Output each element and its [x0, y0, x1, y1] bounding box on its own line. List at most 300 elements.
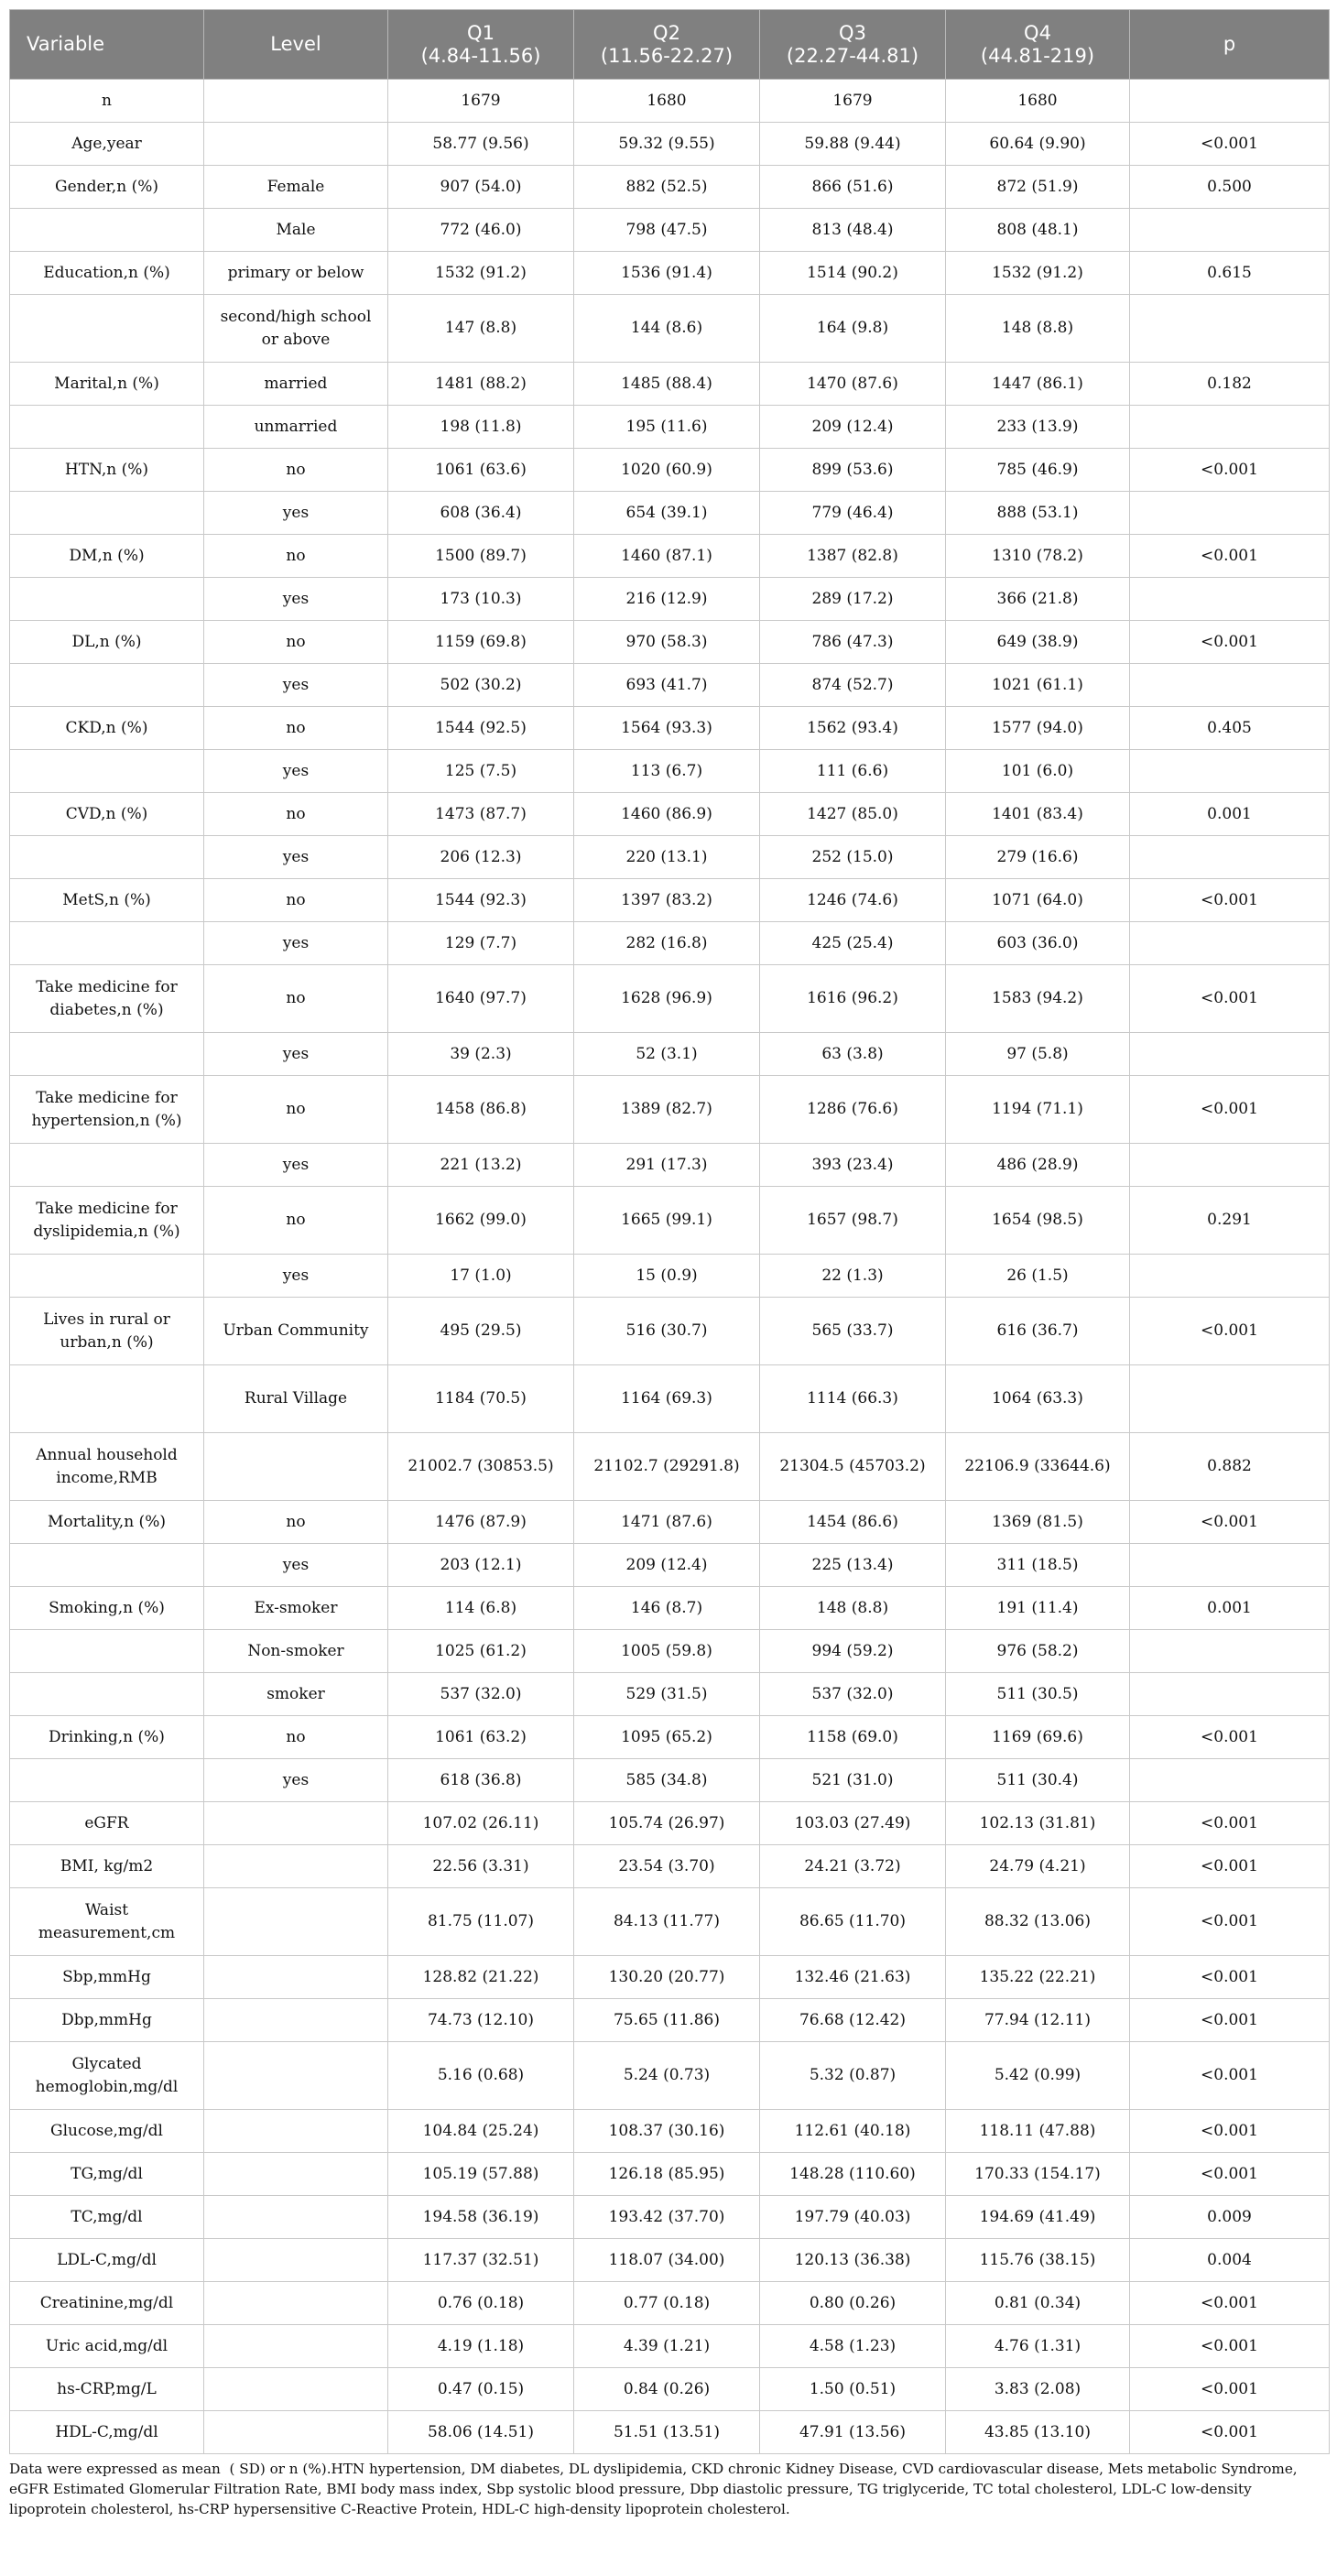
level-cell	[204, 1888, 388, 1956]
p-value-cell: <0.001	[1130, 965, 1330, 1033]
q1-cell: 58.06 (14.51)	[388, 2411, 574, 2454]
p-value-cell: 0.500	[1130, 166, 1330, 209]
q4-cell: 1369 (81.5)	[946, 1501, 1130, 1544]
header-q2-range: (11.56-22.27)	[600, 44, 734, 67]
q1-cell: 1061 (63.2)	[388, 1716, 574, 1759]
q4-cell: 1169 (69.6)	[946, 1716, 1130, 1759]
q3-cell: 86.65 (11.70)	[760, 1888, 946, 1956]
variable-cell: MetS,n (%)	[10, 879, 204, 922]
p-value-cell: 0.405	[1130, 707, 1330, 750]
q1-cell: 0.47 (0.15)	[388, 2368, 574, 2411]
q3-cell: 1246 (74.6)	[760, 879, 946, 922]
q3-cell: 1.50 (0.51)	[760, 2368, 946, 2411]
table-row	[10, 1501, 1330, 1544]
q4-cell: 366 (21.8)	[946, 578, 1130, 621]
level-cell	[204, 80, 388, 123]
q1-cell: 5.16 (0.68)	[388, 2042, 574, 2110]
q2-cell: 0.84 (0.26)	[574, 2368, 760, 2411]
q4-cell: 97 (5.8)	[946, 1033, 1130, 1076]
table-row	[10, 80, 1330, 123]
q3-cell: 289 (17.2)	[760, 578, 946, 621]
level-cell: Rural Village	[204, 1365, 388, 1433]
table-row	[10, 1187, 1330, 1255]
q1-cell: 618 (36.8)	[388, 1759, 574, 1802]
table-row	[10, 1587, 1330, 1630]
p-value-cell: <0.001	[1130, 2368, 1330, 2411]
q2-cell: 0.77 (0.18)	[574, 2282, 760, 2325]
q1-cell: 22.56 (3.31)	[388, 1845, 574, 1888]
level-cell	[204, 1999, 388, 2042]
q1-cell: 537 (32.0)	[388, 1673, 574, 1716]
level-cell: Ex-smoker	[204, 1587, 388, 1630]
q3-cell: 63 (3.8)	[760, 1033, 946, 1076]
q3-cell: 76.68 (12.42)	[760, 1999, 946, 2042]
q3-cell: 148 (8.8)	[760, 1587, 946, 1630]
level-cell: no	[204, 1076, 388, 1144]
variable-cell: Annual household income,RMB	[10, 1433, 204, 1501]
q1-cell: 198 (11.8)	[388, 406, 574, 449]
table-row	[10, 2239, 1330, 2282]
q2-cell: 516 (30.7)	[574, 1298, 760, 1365]
variable-cell: HDL-C,mg/dl	[10, 2411, 204, 2454]
q3-cell: 59.88 (9.44)	[760, 123, 946, 166]
table-row	[10, 664, 1330, 707]
q3-cell: 874 (52.7)	[760, 664, 946, 707]
q1-cell: 1544 (92.5)	[388, 707, 574, 750]
table-row	[10, 2325, 1330, 2368]
q1-cell: 1532 (91.2)	[388, 252, 574, 295]
table-row	[10, 252, 1330, 295]
table-row	[10, 535, 1330, 578]
level-cell	[204, 1433, 388, 1501]
q1-cell: 1544 (92.3)	[388, 879, 574, 922]
header-q2-name: Q2	[653, 21, 680, 44]
table-row	[10, 1255, 1330, 1298]
table-row	[10, 1544, 1330, 1587]
q1-cell: 107.02 (26.11)	[388, 1802, 574, 1845]
p-value-cell: <0.001	[1130, 1845, 1330, 1888]
level-cell: unmarried	[204, 406, 388, 449]
q4-cell: 1401 (83.4)	[946, 793, 1130, 836]
q3-cell: 899 (53.6)	[760, 449, 946, 492]
p-value-cell	[1130, 406, 1330, 449]
table-row	[10, 1888, 1330, 1956]
header-q4	[946, 10, 1130, 80]
q4-cell: 1064 (63.3)	[946, 1365, 1130, 1433]
variable-cell: CKD,n (%)	[10, 707, 204, 750]
q4-cell: 1310 (78.2)	[946, 535, 1130, 578]
table-row	[10, 2368, 1330, 2411]
q1-cell: 1473 (87.7)	[388, 793, 574, 836]
q3-cell: 866 (51.6)	[760, 166, 946, 209]
p-value-cell: <0.001	[1130, 123, 1330, 166]
variable-cell	[10, 1255, 204, 1298]
p-value-cell	[1130, 1033, 1330, 1076]
q4-cell: 22106.9 (33644.6)	[946, 1433, 1130, 1501]
q3-cell: 1114 (66.3)	[760, 1365, 946, 1433]
level-cell: no	[204, 1716, 388, 1759]
p-value-cell: <0.001	[1130, 2411, 1330, 2454]
q2-cell: 585 (34.8)	[574, 1759, 760, 1802]
q2-cell: 193.42 (37.70)	[574, 2196, 760, 2239]
q4-cell: 1680	[946, 80, 1130, 123]
table-row	[10, 1433, 1330, 1501]
p-value-cell: 0.009	[1130, 2196, 1330, 2239]
table-row	[10, 2110, 1330, 2153]
q2-cell: 146 (8.7)	[574, 1587, 760, 1630]
q1-cell: 194.58 (36.19)	[388, 2196, 574, 2239]
variable-cell: eGFR	[10, 1802, 204, 1845]
q2-cell: 970 (58.3)	[574, 621, 760, 664]
level-cell: smoker	[204, 1673, 388, 1716]
table-row	[10, 449, 1330, 492]
q2-cell: 51.51 (13.51)	[574, 2411, 760, 2454]
q2-cell: 108.37 (30.16)	[574, 2110, 760, 2153]
q2-cell: 1564 (93.3)	[574, 707, 760, 750]
variable-cell: DM,n (%)	[10, 535, 204, 578]
q3-cell: 4.58 (1.23)	[760, 2325, 946, 2368]
q4-cell: 170.33 (154.17)	[946, 2153, 1130, 2196]
q3-cell: 1286 (76.6)	[760, 1076, 946, 1144]
header-q3	[760, 10, 946, 80]
level-cell: yes	[204, 492, 388, 535]
q3-cell: 1514 (90.2)	[760, 252, 946, 295]
q1-cell: 608 (36.4)	[388, 492, 574, 535]
q1-cell: 74.73 (12.10)	[388, 1999, 574, 2042]
level-cell: no	[204, 535, 388, 578]
q4-cell: 311 (18.5)	[946, 1544, 1130, 1587]
q1-cell: 1476 (87.9)	[388, 1501, 574, 1544]
variable-cell: BMI, kg/m2	[10, 1845, 204, 1888]
level-cell: primary or below	[204, 252, 388, 295]
variable-cell: HTN,n (%)	[10, 449, 204, 492]
p-value-cell	[1130, 750, 1330, 793]
p-value-cell	[1130, 1144, 1330, 1187]
variable-cell: Smoking,n (%)	[10, 1587, 204, 1630]
level-cell: no	[204, 1501, 388, 1544]
q2-cell: 15 (0.9)	[574, 1255, 760, 1298]
q1-cell: 4.19 (1.18)	[388, 2325, 574, 2368]
q3-cell: 24.21 (3.72)	[760, 1845, 946, 1888]
q3-cell: 786 (47.3)	[760, 621, 946, 664]
q3-cell: 225 (13.4)	[760, 1544, 946, 1587]
table-row	[10, 363, 1330, 406]
q2-cell: 113 (6.7)	[574, 750, 760, 793]
level-cell	[204, 2239, 388, 2282]
table-row	[10, 1298, 1330, 1365]
variable-cell	[10, 1033, 204, 1076]
q4-cell: 43.85 (13.10)	[946, 2411, 1130, 2454]
table-row	[10, 2411, 1330, 2454]
q3-cell: 164 (9.8)	[760, 295, 946, 363]
variable-cell	[10, 1144, 204, 1187]
level-cell: Female	[204, 166, 388, 209]
p-value-cell	[1130, 295, 1330, 363]
header-variable: Variable	[10, 10, 204, 80]
q2-cell: 144 (8.6)	[574, 295, 760, 363]
p-value-cell	[1130, 922, 1330, 965]
q1-cell: 21002.7 (30853.5)	[388, 1433, 574, 1501]
q4-cell: 511 (30.5)	[946, 1673, 1130, 1716]
q2-cell: 1536 (91.4)	[574, 252, 760, 295]
q3-cell: 393 (23.4)	[760, 1144, 946, 1187]
level-cell: yes	[204, 1255, 388, 1298]
q4-cell: 616 (36.7)	[946, 1298, 1130, 1365]
level-cell	[204, 2153, 388, 2196]
variable-cell: Waist measurement,cm	[10, 1888, 204, 1956]
q1-cell: 0.76 (0.18)	[388, 2282, 574, 2325]
variable-cell: Sbp,mmHg	[10, 1956, 204, 1999]
table-row	[10, 209, 1330, 252]
q2-cell: 1389 (82.7)	[574, 1076, 760, 1144]
q2-cell: 1397 (83.2)	[574, 879, 760, 922]
q3-cell: 1427 (85.0)	[760, 793, 946, 836]
level-cell	[204, 1845, 388, 1888]
variable-cell: Glucose,mg/dl	[10, 2110, 204, 2153]
q2-cell: 126.18 (85.95)	[574, 2153, 760, 2196]
q2-cell: 59.32 (9.55)	[574, 123, 760, 166]
q3-cell: 1454 (86.6)	[760, 1501, 946, 1544]
p-value-cell	[1130, 80, 1330, 123]
header-q1-name: Q1	[467, 21, 495, 44]
baseline-characteristics-table	[9, 9, 1330, 2454]
q1-cell: 173 (10.3)	[388, 578, 574, 621]
q1-cell: 105.19 (57.88)	[388, 2153, 574, 2196]
table-row	[10, 793, 1330, 836]
q1-cell: 1640 (97.7)	[388, 965, 574, 1033]
p-value-cell: <0.001	[1130, 1888, 1330, 1956]
q2-cell: 52 (3.1)	[574, 1033, 760, 1076]
variable-cell	[10, 578, 204, 621]
q2-cell: 693 (41.7)	[574, 664, 760, 707]
level-cell: yes	[204, 578, 388, 621]
q4-cell: 976 (58.2)	[946, 1630, 1130, 1673]
q1-cell: 104.84 (25.24)	[388, 2110, 574, 2153]
q4-cell: 148 (8.8)	[946, 295, 1130, 363]
q4-cell: 785 (46.9)	[946, 449, 1130, 492]
q3-cell: 5.32 (0.87)	[760, 2042, 946, 2110]
variable-cell	[10, 1673, 204, 1716]
p-value-cell: 0.001	[1130, 1587, 1330, 1630]
q1-cell: 125 (7.5)	[388, 750, 574, 793]
q3-cell: 994 (59.2)	[760, 1630, 946, 1673]
q2-cell: 1095 (65.2)	[574, 1716, 760, 1759]
q4-cell: 60.64 (9.90)	[946, 123, 1130, 166]
level-cell: no	[204, 1187, 388, 1255]
table-row	[10, 2196, 1330, 2239]
q1-cell: 203 (12.1)	[388, 1544, 574, 1587]
p-value-cell: <0.001	[1130, 1802, 1330, 1845]
q2-cell: 84.13 (11.77)	[574, 1888, 760, 1956]
q1-cell: 1458 (86.8)	[388, 1076, 574, 1144]
variable-cell	[10, 1544, 204, 1587]
q3-cell: 111 (6.6)	[760, 750, 946, 793]
variable-cell: Dbp,mmHg	[10, 1999, 204, 2042]
variable-cell	[10, 1365, 204, 1433]
q2-cell: 1460 (86.9)	[574, 793, 760, 836]
q4-cell: 1583 (94.2)	[946, 965, 1130, 1033]
q4-cell: 603 (36.0)	[946, 922, 1130, 965]
q1-cell: 1025 (61.2)	[388, 1630, 574, 1673]
level-cell	[204, 2325, 388, 2368]
level-cell: no	[204, 707, 388, 750]
q2-cell: 75.65 (11.86)	[574, 1999, 760, 2042]
table-row	[10, 1365, 1330, 1433]
q1-cell: 117.37 (32.51)	[388, 2239, 574, 2282]
q4-cell: 1194 (71.1)	[946, 1076, 1130, 1144]
q1-cell: 58.77 (9.56)	[388, 123, 574, 166]
variable-cell	[10, 209, 204, 252]
variable-cell: Gender,n (%)	[10, 166, 204, 209]
q4-cell: 5.42 (0.99)	[946, 2042, 1130, 2110]
level-cell: yes	[204, 1759, 388, 1802]
variable-cell: Take medicine for dyslipidemia,n (%)	[10, 1187, 204, 1255]
p-value-cell: 0.001	[1130, 793, 1330, 836]
q1-cell: 17 (1.0)	[388, 1255, 574, 1298]
q3-cell: 521 (31.0)	[760, 1759, 946, 1802]
table-row	[10, 707, 1330, 750]
level-cell: second/high school or above	[204, 295, 388, 363]
level-cell	[204, 2368, 388, 2411]
variable-cell	[10, 295, 204, 363]
q2-cell: 798 (47.5)	[574, 209, 760, 252]
q4-cell: 1532 (91.2)	[946, 252, 1130, 295]
table-row	[10, 1845, 1330, 1888]
variable-cell: DL,n (%)	[10, 621, 204, 664]
q4-cell: 872 (51.9)	[946, 166, 1130, 209]
q4-cell: 486 (28.9)	[946, 1144, 1130, 1187]
table-row	[10, 2042, 1330, 2110]
level-cell: no	[204, 879, 388, 922]
level-cell: yes	[204, 836, 388, 879]
p-value-cell	[1130, 664, 1330, 707]
level-cell	[204, 123, 388, 166]
table-row	[10, 750, 1330, 793]
level-cell: no	[204, 965, 388, 1033]
table-row	[10, 922, 1330, 965]
q2-cell: 21102.7 (29291.8)	[574, 1433, 760, 1501]
q3-cell: 1657 (98.7)	[760, 1187, 946, 1255]
p-value-cell: <0.001	[1130, 2325, 1330, 2368]
table-row	[10, 1630, 1330, 1673]
q2-cell: 118.07 (34.00)	[574, 2239, 760, 2282]
variable-cell	[10, 750, 204, 793]
table-row	[10, 1144, 1330, 1187]
variable-cell	[10, 664, 204, 707]
q2-cell: 1471 (87.6)	[574, 1501, 760, 1544]
table-row	[10, 621, 1330, 664]
q1-cell: 1662 (99.0)	[388, 1187, 574, 1255]
level-cell: Male	[204, 209, 388, 252]
variable-cell: Drinking,n (%)	[10, 1716, 204, 1759]
q3-cell: 1387 (82.8)	[760, 535, 946, 578]
table-row	[10, 1033, 1330, 1076]
q1-cell: 147 (8.8)	[388, 295, 574, 363]
q3-cell: 112.61 (40.18)	[760, 2110, 946, 2153]
p-value-cell: <0.001	[1130, 2042, 1330, 2110]
table-row	[10, 2153, 1330, 2196]
q4-cell: 26 (1.5)	[946, 1255, 1130, 1298]
q4-cell: 279 (16.6)	[946, 836, 1130, 879]
q3-cell: 1562 (93.4)	[760, 707, 946, 750]
q3-cell: 1679	[760, 80, 946, 123]
variable-cell: Glycated hemoglobin,mg/dl	[10, 2042, 204, 2110]
q4-cell: 1021 (61.1)	[946, 664, 1130, 707]
p-value-cell	[1130, 1673, 1330, 1716]
level-cell: yes	[204, 1033, 388, 1076]
q3-cell: 197.79 (40.03)	[760, 2196, 946, 2239]
q1-cell: 129 (7.7)	[388, 922, 574, 965]
p-value-cell: <0.001	[1130, 2282, 1330, 2325]
variable-cell	[10, 406, 204, 449]
q4-cell: 191 (11.4)	[946, 1587, 1130, 1630]
table-row	[10, 578, 1330, 621]
q3-cell: 21304.5 (45703.2)	[760, 1433, 946, 1501]
variable-cell	[10, 922, 204, 965]
variable-cell: Mortality,n (%)	[10, 1501, 204, 1544]
table-container	[9, 9, 1329, 2519]
q2-cell: 1020 (60.9)	[574, 449, 760, 492]
q3-cell: 103.03 (27.49)	[760, 1802, 946, 1845]
q3-cell: 148.28 (110.60)	[760, 2153, 946, 2196]
variable-cell	[10, 492, 204, 535]
variable-cell: CVD,n (%)	[10, 793, 204, 836]
header-q1-range: (4.84-11.56)	[420, 44, 541, 67]
q4-cell: 808 (48.1)	[946, 209, 1130, 252]
level-cell	[204, 1802, 388, 1845]
variable-cell: n	[10, 80, 204, 123]
variable-cell: Creatinine,mg/dl	[10, 2282, 204, 2325]
variable-cell: Marital,n (%)	[10, 363, 204, 406]
q2-cell: 1665 (99.1)	[574, 1187, 760, 1255]
q2-cell: 1485 (88.4)	[574, 363, 760, 406]
q1-cell: 1184 (70.5)	[388, 1365, 574, 1433]
q1-cell: 772 (46.0)	[388, 209, 574, 252]
table-row	[10, 1759, 1330, 1802]
variable-cell: hs-CRP,mg/L	[10, 2368, 204, 2411]
q4-cell: 101 (6.0)	[946, 750, 1130, 793]
p-value-cell	[1130, 1759, 1330, 1802]
table-row	[10, 836, 1330, 879]
q3-cell: 813 (48.4)	[760, 209, 946, 252]
q2-cell: 654 (39.1)	[574, 492, 760, 535]
q1-cell: 1159 (69.8)	[388, 621, 574, 664]
variable-cell	[10, 836, 204, 879]
q1-cell: 221 (13.2)	[388, 1144, 574, 1187]
level-cell: yes	[204, 1144, 388, 1187]
level-cell: Urban Community	[204, 1298, 388, 1365]
p-value-cell	[1130, 492, 1330, 535]
q1-cell: 495 (29.5)	[388, 1298, 574, 1365]
q4-cell: 3.83 (2.08)	[946, 2368, 1130, 2411]
level-cell: no	[204, 621, 388, 664]
q4-cell: 1447 (86.1)	[946, 363, 1130, 406]
header-q2	[574, 10, 760, 80]
q3-cell: 252 (15.0)	[760, 836, 946, 879]
p-value-cell: 0.882	[1130, 1433, 1330, 1501]
p-value-cell: <0.001	[1130, 1956, 1330, 1999]
q3-cell: 209 (12.4)	[760, 406, 946, 449]
level-cell: yes	[204, 664, 388, 707]
p-value-cell	[1130, 1255, 1330, 1298]
q4-cell: 135.22 (22.21)	[946, 1956, 1130, 1999]
q4-cell: 77.94 (12.11)	[946, 1999, 1130, 2042]
table-row	[10, 166, 1330, 209]
p-value-cell: <0.001	[1130, 535, 1330, 578]
q3-cell: 132.46 (21.63)	[760, 1956, 946, 1999]
level-cell	[204, 2042, 388, 2110]
level-cell: yes	[204, 1544, 388, 1587]
